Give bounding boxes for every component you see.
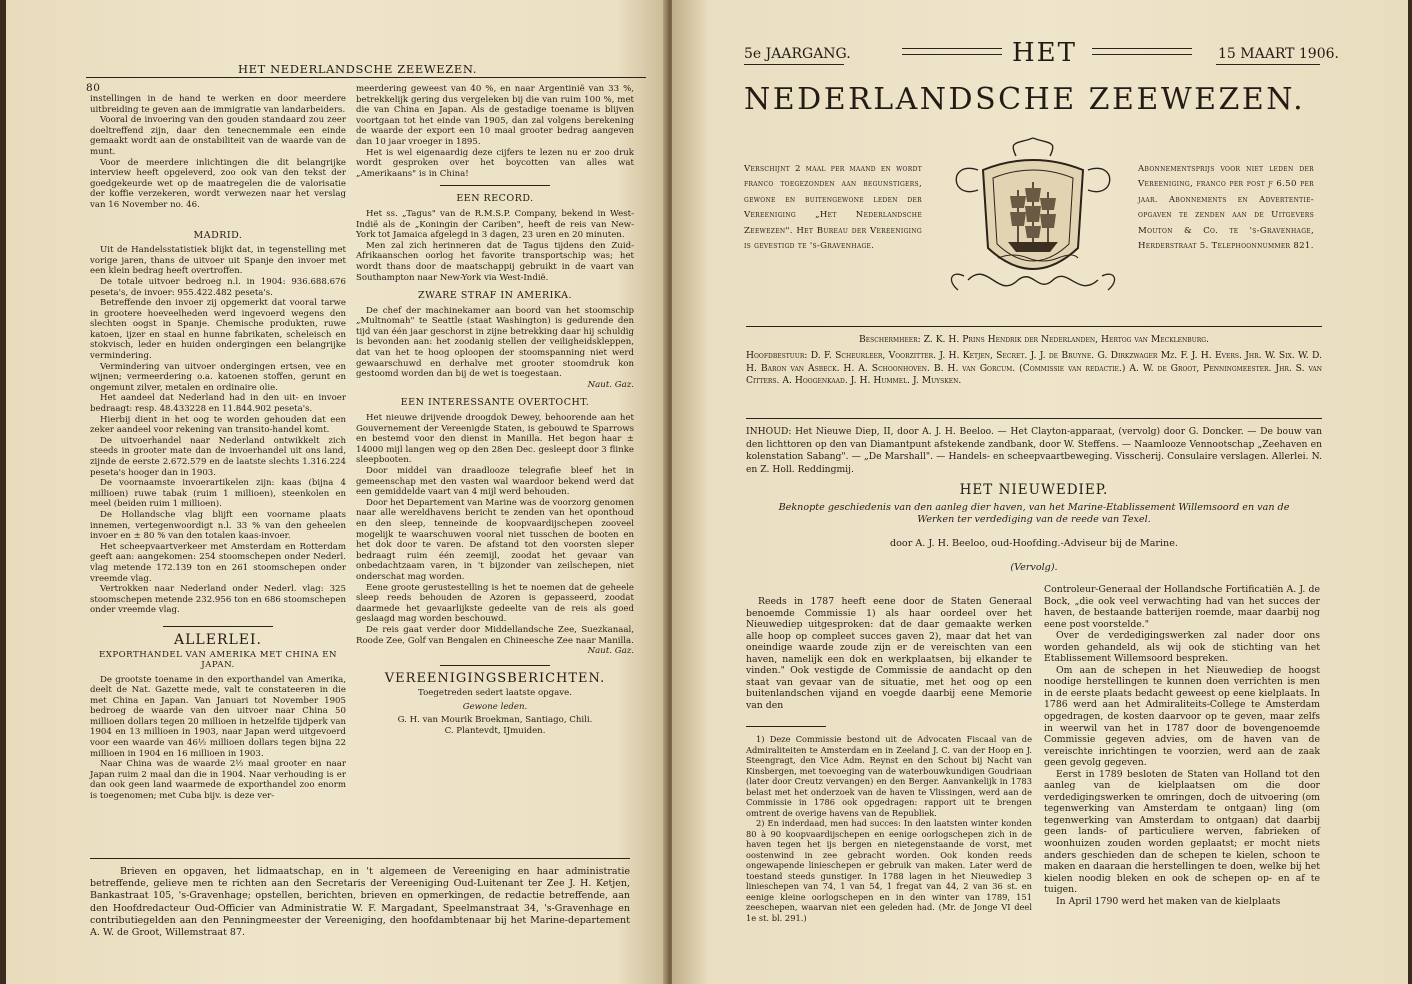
paragraph: De totale uitvoer bedroeg n.l. in 1904: 936.688.676 peseta's, de invoer: 955.422.482 peseta's. bbox=[90, 276, 346, 298]
divider bbox=[163, 626, 273, 627]
bottom-notice: Brieven en opgaven, het lidmaatschap, en in 't algemeen de Vereeniging en haar administratie betreffende, gelieve men te richten aan den Secretaris der Vereeniging Oud-Luitenant ter Zee J. H. Ketjen, Bankastraat 105, 's-Gravenhage; opstellen, berichten, brieven en opmerkingen, de redactie betreffende, aan den Hoofdredacteur Oud-Officier van Administratie W. F. Margadant, Speelmanstraat 34, 's-Gravenhage en contributiegelden aan den Penningmeester der Vereeniging, den hoofdambtenaar bij het Marine-departement A. W. de Groot, Willemstraat 87. bbox=[90, 866, 630, 939]
article-column-2 bbox=[1044, 584, 1320, 907]
vereeniging-subheading: Toegetreden sedert laatste opgave. bbox=[418, 688, 572, 699]
paragraph: De uitvoerhandel naar Nederland ontwikkelt zich steeds in grooter mate dan de invoerhandel uit ons land, zijnde de eerste 2.672.579 en de laatste slechts 1.316.224 peseta's hooger dan in 1903. bbox=[90, 435, 346, 478]
paragraph: De reis gaat verder door Middellandsche Zee, Suezkanaal, Roode Zee, Golf van Bengalen en Chineesche Zee naar Manilla. bbox=[356, 624, 634, 646]
volume-label: 5e JAARGANG. bbox=[744, 46, 851, 62]
footnote: 2) En inderdaad, men had succes: In den laatsten winter konden 80 à 90 koopvaardijschepen en eenige oorlogschepen zich in de haven tegen het ijs bergen en nietegenstaande de vorst, met oostenwind in zee gebracht worden. Ook konden reeds ongewapende linieschepen er gebruik van maken. Later werd de toestand steeds gunstiger. In 1788 lagen in het Nieuwediep 3 linieschepen van 74, 1 van 54, 1 fregat van 44, 2 van 36 st. en eenige kleine oorlogschepen en in den winter van 1789, 151 zeeschepen, waarvan niet een geleden had. (Mr. de Jonge VI deel 1e st. bl. 291.) bbox=[746, 818, 1032, 923]
paragraph: Naar China was de waarde 2½ maal grooter en naar Japan ruim 2 maal dan die in 1904. Naar verhouding is er dan ook geen land waarmede de exporthandel zoo enorm is toegenomen; met Cuba bijv. is deze ver- bbox=[90, 759, 346, 802]
issue-date: 15 MAART 1906. bbox=[1218, 46, 1339, 62]
article-subtitle: Beknopte geschiedenis van den aanleg dier haven, van het Marine-Etablissement Willemsoord en van de Werken ter verdediging van de reede van Texel. bbox=[778, 502, 1290, 525]
section-heading: EEN INTERESSANTE OVERTOCHT. bbox=[400, 397, 590, 409]
paragraph: Het nieuwe drijvende droogdok Dewey, behoorende aan het Gouvernement der Vereenigde Staten, is gebouwd te Sparrows en bestemd voor den dienst in Manilla. Het begon haar ± 14000 mijl langen weg op den 28en Dec. gesleept door 3 flinke sleepbooten. bbox=[356, 413, 634, 466]
page-number: 80 bbox=[86, 82, 101, 94]
paragraph: De grootste toename in den exporthandel van Amerika, deelt de Nat. Gazette mede, valt te constateeren in die met China en Japan. Van Januari tot November 1905 bedroeg de waarde van den uitvoer naar China 50 millioen dollars tegen 20 millioen in hetzelfde tijdperk van 1904 en 13 millioen in 1903, naar Japan werd uitgevoerd voor een waarde van 46½ millioen dollars tegen bijna 22 millioen in 1904 en 16 millioen in 1903. bbox=[90, 674, 346, 759]
paragraph: De Hollandsche vlag blijft een voorname plaats innemen, vertegenwoordigt n.l. 33 % van den geheelen invoer en ± 80 % van den totalen kaas-invoer. bbox=[90, 509, 346, 542]
table-of-contents: INHOUD: Het Nieuwe Diep, II, door A. J. H. Beeloo. — Het Clayton-apparaat, (vervolg) door G. Doncker. — De bouw van den lichttoren op den van Diamantpunt afstekende zandbank, door W. Steffens. — Naamlooze Vennootschap „Zeehaven en kolenstation Sabang". — „De Marshall". — Handels- en scheepvaartbeweging. Visscherij. Consulaire verslagen. Allerlei. N. en Z. Holl. Reddingmij. bbox=[746, 426, 1322, 475]
paragraph: Vooral de invoering van den gouden standaard zou zeer doeltreffend zijn, daar den tenecnemmale een einde gemaakt wordt aan de onstabiliteit van de waarde van de munt. bbox=[90, 115, 346, 157]
section-rule bbox=[746, 326, 1322, 327]
masthead-ornament-line bbox=[902, 48, 1002, 49]
paragraph: Om aan de schepen in het Nieuwediep de hoogst noodige herstellingen te kunnen doen verrichten is men in de eerste plaats bedacht geweest op eene kielplaats. In 1786 werd aan het Admiraliteits-College te Amsterdam opgedragen, de kosten daarvoor op te geven, maar zelfs in weerwil van het in 1787 door de bovengenoemde Commissie gegeven advies, om de haven van de vereischte inrichtingen te voorzien, werd aan de zaak geen gevolg gegeven. bbox=[1044, 664, 1320, 769]
paragraph: instellingen in de hand te werken en door meerdere uitbreiding te geven aan de immigratie van landarbeiders. bbox=[90, 94, 346, 115]
footer-rule bbox=[90, 858, 630, 859]
paragraph: De voornaamste invoerartikelen zijn: kaas (bijna 4 millioen) ruwe tabak (ruim 1 millioen), steenkolen en meel (beiden ruim 1 millioen). bbox=[90, 478, 346, 510]
paragraph: Door middel van draadlooze telegrafie bleef het in gemeenschap met den vasten wal waardoor bekend werd dat een gemiddelde vaart van 4 mijl werd behouden. bbox=[356, 466, 634, 498]
paragraph: Door het Departement van Marine was de voorzorg genomen naar alle wereldhavens bericht te zenden van het oponthoud en den sleep, tenneinde de koopvaardijschepen zooveel mogelijk te waarschuwen vooral niet tusschen de booten en het dok door te varen. De afstand tot den voorsten sleper bedraagt ruim één zeemijl, zoodat het gevaar van onbedachtzaam varen, in 't bijzonder van zeilschepen, niet onderschat mag worden. bbox=[356, 497, 634, 582]
masthead-rule bbox=[744, 64, 844, 65]
footnotes bbox=[746, 734, 1032, 923]
paragraph: Eene groote gerustestelling is het te noemen dat de geheele sleep reeds behouden de Azoren is gepasseerd, zoodat daarmede het gevaarlijkste gedeelte van de reis als goed geslaagd mag worden beschouwd. bbox=[356, 582, 634, 625]
article-column-1 bbox=[746, 596, 1032, 711]
board-members: Hoofdbestuur: D. F. Scheurleer, Voorzitter. J. H. Ketjen, Secret. J. J. de Bruyne. G. Dirkzwager Mz. F. J. H. Evers. Jhr. W. Six. W. D. H. Baron van Asbeck. H. A. Schoonhoven. B. H. van Gorcum. (Commissie van redactie.) A. W. de Groot, Penningmeester. Jhr. S. van Citters. A. Hoogenkaad. J. H. Hummel. J. Muysken. bbox=[746, 350, 1322, 387]
ship-emblem-icon bbox=[938, 130, 1128, 308]
section-heading: MADRID. bbox=[193, 229, 243, 241]
paragraph: Voor de meerdere inlichtingen die dit belangrijke interview heeft opgeleverd, zoo ook van den tekst der goedgekeurde wet op de maatregelen die de valorisatie der koffie verzekeren, wordt verwezen naar het verslag van 16 November no. 46. bbox=[90, 157, 346, 210]
header-rule bbox=[86, 77, 646, 78]
paragraph: Het ss. „Tagus" van de R.M.S.P. Company, bekend in West-Indië als de „Koningin der Cariben", heeft de reis van New-York tot Jamaica afgelegd in 3 dagen, 23 uren en 20 minuten. bbox=[356, 208, 634, 241]
publication-title: NEDERLANDSCHE ZEEWEZEN. bbox=[744, 82, 1306, 117]
section-rule bbox=[746, 418, 1322, 419]
patron-line: Beschermheer: Z. K. H. Prins Hendrik der Nederlanden, Hertog van Mecklenburg. bbox=[859, 334, 1209, 345]
section-heading: ALLERLEI. bbox=[174, 631, 262, 648]
source-signature: Naut. Gaz. bbox=[587, 646, 634, 657]
section-heading: EEN RECORD. bbox=[456, 193, 534, 205]
paragraph: meerdering geweest van 40 %, en naar Argentinië van 33 %, betrekkelijk gering dus vergeleken bij die van ruim 100 %, met die van China en Japan. Als de gestadige toename is blijven voortgaan tot het einde van 1905, dan zal volgens berekening de waarde der export een 10 maal grooter bedrag aangeven dan 10 jaar vroeger in 1895. bbox=[356, 84, 634, 147]
masthead-ornament-line bbox=[902, 54, 1002, 55]
paragraph: Controleur-Generaal der Hollandsche Fortificatiën A. J. de Bock, „die ook veel verwachting had van het succes der haven, de bestaande batterijen roemde, maar daarbij nog eene post voorstelde." bbox=[1044, 584, 1320, 630]
paragraph: De chef der machinekamer aan boord van het stoomschip „Multnomah" te Seattle (staat Washington) is gedurende den tijd van één jaar geschorst in zijne betrekking daar hij schuldig is bevonden aan: het zoodanig stellen der veiligheidskleppen, dat van het te hoog oploopen der stoomspanning niet werd gewaarschuwd en derhalve met grooter stoomdruk kon gestoomd worden dan bij de wet is toegestaan. bbox=[356, 305, 634, 380]
footnote-rule bbox=[746, 726, 826, 727]
paragraph: Men zal zich herinneren dat de Tagus tijdens den Zuid-Afrikaanschen oorlog het favorite transportschip was; het wordt thans door de maatschappij gebruikt in de vaart van Southampton naar New-York via West-Indië. bbox=[356, 240, 634, 283]
paragraph: Eerst in 1789 besloten de Staten van Holland tot den aanleg van de kielplaatsen om die door verdedigingswerken te omringen, doch de uitvoering (om tegenwerking van Amsterdam te ontgaan) ling (om tegenwerking van Amsterdam to ontgaan) dat daarbij geen lands- of particuliere werven, fabrieken of woonhuizen zouden worden geplaatst; er mocht niets anders geschieden dan de schepen te kielen, schoon te maken en daaraan die herstellingen te doen, welke bij het kielen noodig bleken en ook de schepen op- en af te tuigen. bbox=[1044, 768, 1320, 896]
masthead-het: HET bbox=[1012, 38, 1077, 68]
continued-marker: (Vervolg). bbox=[1010, 562, 1058, 573]
paragraph: Het aandeel dat Nederland had in den uit- en invoer bedraagt: resp. 48.433228 en 11.844.902 peseta's. bbox=[90, 393, 346, 415]
paragraph: Over de verdedigingswerken zal nader door ons worden gehandeld, als wij ook de stichting van het Etablissement Willemsoord bespreken. bbox=[1044, 630, 1320, 665]
paragraph: Uit de Handelsstatistiek blijkt dat, in tegenstelling met vorige jaren, thans de uitvoer uit Spanje den invoer met een klein bedrag heeft overtroffen. bbox=[90, 245, 346, 277]
source-signature: Naut. Gaz. bbox=[587, 379, 634, 390]
section-heading: ZWARE STRAF IN AMERIKA. bbox=[418, 290, 572, 302]
member-entry: G. H. van Mourik Broekman, Santiago, Chili. bbox=[397, 715, 593, 726]
members-category: Gewone leden. bbox=[462, 701, 528, 712]
paragraph: Hierbij dient in het oog te worden gehouden dat een zeker aandeel voor rekening van transito-handel komt. bbox=[90, 414, 346, 436]
section-heading: VEREENIGINGSBERICHTEN. bbox=[384, 670, 606, 686]
divider bbox=[440, 185, 550, 186]
running-head: HET NEDERLANDSCHE ZEEWEZEN. bbox=[238, 62, 478, 76]
paragraph: Het is wel eigenaardig deze cijfers te lezen nu er zoo druk wordt gesproken over het boycotten van alles wat „Amerikaans" is in China! bbox=[356, 147, 634, 179]
left-page bbox=[6, 0, 669, 984]
paragraph: In April 1790 werd het maken van de kielplaats bbox=[1056, 895, 1281, 907]
subscription-info-right: Abonnementsprijs voor niet leden der Vereeniging, franco per post ƒ 6.50 per jaar. Abonnements en Advertentie-opgaven te zenden aan de Uitgevers Mouton & Co. te 's-Gravenhage, Herderstraat 5. Telephoonnummer 821. bbox=[1138, 164, 1314, 252]
left-column-2 bbox=[356, 84, 634, 737]
member-entry: C. Plantevdt, IJmuiden. bbox=[444, 726, 546, 737]
paragraph: Reeds in 1787 heeft eene door de Staten Generaal benoemde Commissie 1) als haar oordeel over het Nieuwediep uitgesproken: dat de daar gemaakte werken alle hoop op compleet succes gaven 2), maar dat het van oneindige waarde zoude zijn er de vereischten van een haven, namelijk een dok en werkplaatsen, bij elkander te vinden." Ook vestigde de Commissie de aandacht op den staat van gevaar van de situatie, met het oog op een buitenlandschen vijand en voegde daarbij eene Memorie van den bbox=[746, 596, 1032, 711]
masthead-rule bbox=[1216, 64, 1320, 65]
paragraph: Vertrokken naar Nederland onder Nederl. vlag: 325 stoomschepen metende 232.956 ton en 686 stoomschepen onder vreemde vlag. bbox=[90, 584, 346, 616]
masthead-ornament-line bbox=[1092, 48, 1192, 49]
subscription-info-left: Verschijnt 2 maal per maand en wordt franco toegezonden aan begunstigers, gewone en buitengewone leden der Vereeniging „Het Nederlandsche Zeewezen". Het Bureau der Vereeniging is gevestigd te 's-Gravenhage. bbox=[744, 164, 922, 252]
paragraph: Het scheepvaartverkeer met Amsterdam en Rotterdam geeft aan: aangekomen: 254 stoomschepen onder Nederl. vlag metende 172.139 ton en 261 stoomschepen onder vreemde vlag. bbox=[90, 541, 346, 584]
section-subheading: EXPORTHANDEL VAN AMERIKA MET CHINA EN JAPAN. bbox=[98, 649, 338, 670]
left-column-1 bbox=[90, 94, 346, 802]
right-page bbox=[672, 0, 1408, 984]
article-byline: door A. J. H. Beeloo, oud-Hoofding.-Adviseur bij de Marine. bbox=[890, 538, 1178, 549]
paragraph: Vermindering van uitvoer ondergingen ertsen, vee en wijnen; vermeerdering o.a. katoenen stoffen, gerunt en ongemunt zilver, metalen en ordinaire olie. bbox=[90, 361, 346, 393]
divider bbox=[440, 665, 550, 666]
article-title: HET NIEUWEDIEP. bbox=[959, 482, 1109, 498]
footnote: 1) Deze Commissie bestond uit de Advocaten Fiscaal van de Admiraliteiten te Amsterdam en in Zeeland J. C. van der Hoop en J. Steengragt, den Vice Adm. Reynst en den Schout bij Nacht van Kinsbergen, met toevoeging van de waterbouwkundigen Goudriaan (later door Creutz vervangen) en den Berger. Aanvankelijk in 1783 belast met het onderzoek van de haven te Vlissingen, werd aan de Commissie in 1786 ook opgedragen: rapport uit te brengen omtrent de overige havens van de Republiek. bbox=[746, 734, 1032, 818]
masthead-ornament-line bbox=[1092, 54, 1192, 55]
paragraph: Betreffende den invoer zij opgemerkt dat vooral tarwe in grootere hoeveelheden werd ingevoerd wegens den slechten oogst in Spanje. Chemische produkten, ruwe katoen, ijzer en staal en hunne fabrikaten, scheleisch en stokvisch, leder en huiden ondergingen een belangrijke vermindering. bbox=[90, 298, 346, 362]
